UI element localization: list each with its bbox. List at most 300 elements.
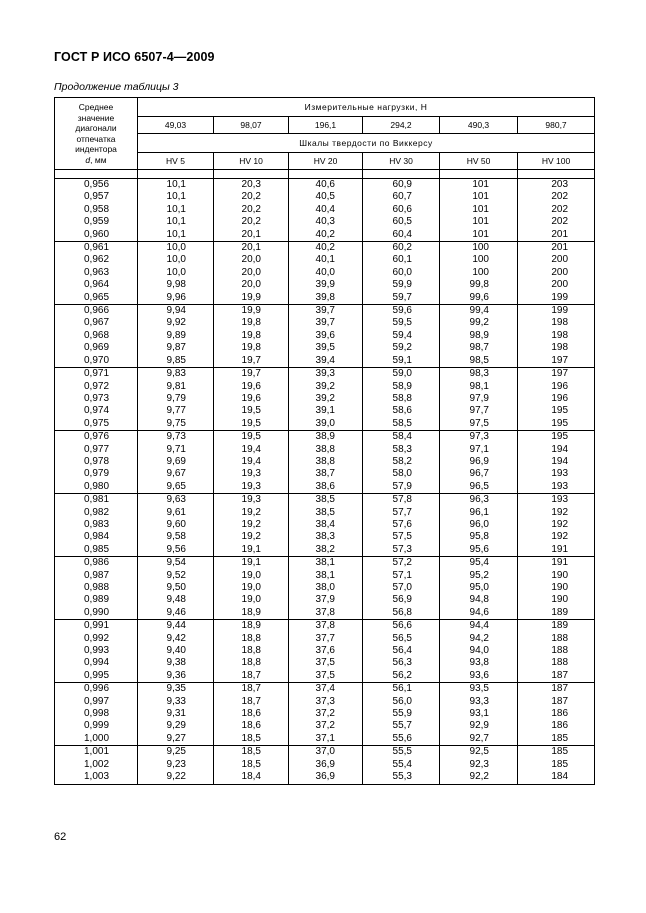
table-value: 10,1 bbox=[166, 228, 186, 240]
table-value: 9,92 bbox=[166, 317, 186, 329]
hv20-cell bbox=[289, 179, 363, 242]
table-value: 9,77 bbox=[166, 405, 186, 417]
hv30-cell bbox=[363, 683, 440, 746]
table-value: 101 bbox=[472, 203, 489, 215]
table-value: 19,2 bbox=[241, 531, 261, 543]
table-value: 37,7 bbox=[315, 632, 335, 644]
hv20-cell bbox=[289, 305, 363, 368]
table-value: 0,956 bbox=[84, 179, 110, 190]
table-value: 99,8 bbox=[469, 279, 489, 291]
table-value: 9,31 bbox=[166, 708, 186, 720]
table-value: 9,61 bbox=[166, 506, 186, 518]
table-value: 19,8 bbox=[241, 329, 261, 341]
table-value: 56,3 bbox=[392, 657, 412, 669]
table-value: 185 bbox=[551, 732, 569, 744]
scale-header-cell: HV 10 bbox=[214, 153, 289, 170]
table-value: 95,4 bbox=[469, 557, 489, 569]
table-value: 9,58 bbox=[166, 531, 186, 543]
table-value: 190 bbox=[551, 582, 569, 593]
table-value: 0,959 bbox=[84, 216, 110, 228]
table-value: 38,4 bbox=[315, 518, 335, 530]
table-value: 0,984 bbox=[84, 531, 110, 543]
table-value: 19,2 bbox=[241, 518, 261, 530]
table-value: 60,7 bbox=[392, 191, 412, 203]
table-value: 58,2 bbox=[392, 455, 412, 467]
table-value: 60,5 bbox=[392, 216, 412, 228]
table-value: 196 bbox=[551, 392, 569, 404]
table-value: 56,4 bbox=[392, 645, 412, 657]
table-value: 37,0 bbox=[315, 746, 335, 758]
table-value: 95,0 bbox=[469, 582, 489, 593]
table-value: 40,2 bbox=[315, 228, 335, 240]
diagonal-cell bbox=[55, 368, 138, 431]
hv10-cell bbox=[214, 242, 289, 305]
table-value: 57,9 bbox=[392, 480, 412, 492]
table-value: 59,1 bbox=[392, 354, 412, 366]
table-value: 96,9 bbox=[469, 455, 489, 467]
table-value: 94,0 bbox=[469, 645, 489, 657]
table-row-group bbox=[55, 431, 595, 494]
table-value: 9,33 bbox=[166, 695, 186, 707]
table-value: 37,4 bbox=[315, 683, 335, 695]
table-value: 56,6 bbox=[392, 620, 412, 632]
hv10-cell bbox=[214, 620, 289, 683]
table-value: 98,3 bbox=[469, 368, 489, 380]
table-value: 38,1 bbox=[315, 569, 335, 581]
table-value: 201 bbox=[551, 242, 569, 254]
table-value: 95,6 bbox=[469, 543, 489, 555]
table-value: 58,0 bbox=[392, 468, 412, 480]
table-value: 40,6 bbox=[315, 179, 335, 190]
hv10-cell bbox=[214, 368, 289, 431]
table-value: 40,3 bbox=[315, 216, 335, 228]
table-value: 189 bbox=[551, 606, 569, 618]
table-value: 0,997 bbox=[84, 695, 110, 707]
diagonal-header-line: отпечатка bbox=[76, 133, 116, 144]
table-value: 18,6 bbox=[241, 720, 261, 732]
table-value: 0,961 bbox=[84, 242, 110, 254]
table-value: 187 bbox=[551, 683, 569, 695]
hv10-cell bbox=[214, 305, 289, 368]
diagonal-unit: , мм bbox=[90, 154, 107, 165]
hardness-table bbox=[54, 97, 595, 785]
table-value: 10,0 bbox=[166, 242, 186, 254]
hv50-cell bbox=[440, 305, 518, 368]
table-value: 10,1 bbox=[166, 203, 186, 215]
table-value: 56,5 bbox=[392, 632, 412, 644]
table-value: 97,9 bbox=[469, 392, 489, 404]
table-value: 20,2 bbox=[241, 216, 261, 228]
table-value: 0,983 bbox=[84, 518, 110, 530]
diagonal-cell bbox=[55, 620, 138, 683]
table-value: 192 bbox=[551, 531, 569, 543]
table-value: 39,8 bbox=[315, 291, 335, 303]
table-value: 9,38 bbox=[166, 657, 186, 669]
hv100-cell bbox=[518, 431, 595, 494]
table-value: 194 bbox=[551, 455, 569, 467]
table-value: 9,94 bbox=[166, 305, 186, 317]
table-value: 59,2 bbox=[392, 342, 412, 354]
table-value: 197 bbox=[551, 354, 569, 366]
table-value: 187 bbox=[551, 669, 569, 681]
table-value: 36,9 bbox=[315, 771, 335, 783]
table-value: 39,2 bbox=[315, 380, 335, 392]
table-value: 201 bbox=[551, 228, 569, 240]
hv100-cell bbox=[518, 494, 595, 557]
table-value: 19,9 bbox=[241, 291, 261, 303]
table-value: 0,960 bbox=[84, 228, 110, 240]
table-value: 98,5 bbox=[469, 354, 489, 366]
table-value: 38,0 bbox=[315, 582, 335, 593]
hv10-cell bbox=[214, 746, 289, 784]
table-value: 191 bbox=[551, 557, 569, 569]
table-value: 195 bbox=[551, 431, 569, 443]
hv30-cell bbox=[363, 368, 440, 431]
table-value: 0,987 bbox=[84, 569, 110, 581]
table-value: 40,2 bbox=[315, 242, 335, 254]
table-value: 202 bbox=[551, 191, 569, 203]
table-value: 39,2 bbox=[315, 392, 335, 404]
table-value: 9,65 bbox=[166, 480, 186, 492]
table-value: 101 bbox=[472, 179, 489, 190]
hv5-cell bbox=[138, 305, 214, 368]
table-value: 184 bbox=[551, 771, 569, 783]
table-value: 9,46 bbox=[166, 606, 186, 618]
table-value: 1,002 bbox=[84, 758, 110, 770]
table-value: 38,3 bbox=[315, 531, 335, 543]
table-value: 97,3 bbox=[469, 431, 489, 443]
table-value: 39,6 bbox=[315, 329, 335, 341]
table-value: 0,975 bbox=[84, 417, 110, 429]
hv5-cell bbox=[138, 746, 214, 784]
table-value: 9,56 bbox=[166, 543, 186, 555]
table-value: 60,6 bbox=[392, 203, 412, 215]
table-value: 38,6 bbox=[315, 480, 335, 492]
table-value: 100 bbox=[472, 266, 489, 278]
hv20-cell bbox=[289, 683, 363, 746]
table-value: 18,8 bbox=[241, 657, 261, 669]
table-value: 92,7 bbox=[469, 732, 489, 744]
hv20-cell bbox=[289, 368, 363, 431]
table-value: 9,44 bbox=[166, 620, 186, 632]
table-value: 9,48 bbox=[166, 594, 186, 606]
table-value: 203 bbox=[551, 179, 569, 190]
table-row-group bbox=[55, 683, 595, 746]
table-value: 57,5 bbox=[392, 531, 412, 543]
table-value: 195 bbox=[551, 417, 569, 429]
hv5-cell bbox=[138, 179, 214, 242]
table-value: 9,83 bbox=[166, 368, 186, 380]
table-value: 9,73 bbox=[166, 431, 186, 443]
hv5-cell bbox=[138, 368, 214, 431]
table-value: 9,67 bbox=[166, 468, 186, 480]
table-value: 0,999 bbox=[84, 720, 110, 732]
scales-header: Шкалы твердости по Виккерсу bbox=[138, 134, 595, 153]
table-value: 55,3 bbox=[392, 771, 412, 783]
table-value: 98,1 bbox=[469, 380, 489, 392]
hv20-cell bbox=[289, 431, 363, 494]
table-value: 0,998 bbox=[84, 708, 110, 720]
table-value: 18,5 bbox=[241, 746, 261, 758]
table-value: 9,60 bbox=[166, 518, 186, 530]
table-value: 19,6 bbox=[241, 380, 261, 392]
table-value: 185 bbox=[551, 758, 569, 770]
hv30-cell bbox=[363, 179, 440, 242]
table-value: 20,1 bbox=[241, 242, 261, 254]
table-value: 38,8 bbox=[315, 443, 335, 455]
table-value: 97,5 bbox=[469, 417, 489, 429]
table-value: 57,0 bbox=[392, 582, 412, 593]
table-value: 101 bbox=[472, 216, 489, 228]
table-value: 0,991 bbox=[84, 620, 110, 632]
table-value: 59,4 bbox=[392, 329, 412, 341]
table-value: 37,2 bbox=[315, 720, 335, 732]
hv50-cell bbox=[440, 179, 518, 242]
table-value: 96,3 bbox=[469, 494, 489, 506]
table-value: 202 bbox=[551, 203, 569, 215]
table-value: 0,985 bbox=[84, 543, 110, 555]
table-value: 93,5 bbox=[469, 683, 489, 695]
table-value: 18,5 bbox=[241, 732, 261, 744]
table-value: 9,96 bbox=[166, 291, 186, 303]
table-value: 197 bbox=[551, 368, 569, 380]
table-value: 0,994 bbox=[84, 657, 110, 669]
hv100-cell bbox=[518, 620, 595, 683]
table-row-group bbox=[55, 746, 595, 784]
table-value: 93,1 bbox=[469, 708, 489, 720]
table-value: 9,87 bbox=[166, 342, 186, 354]
table-value: 0,986 bbox=[84, 557, 110, 569]
table-value: 18,7 bbox=[241, 669, 261, 681]
table-value: 0,962 bbox=[84, 254, 110, 266]
hv100-cell bbox=[518, 683, 595, 746]
load-header-cell: 980,7 bbox=[518, 117, 595, 134]
table-value: 195 bbox=[551, 405, 569, 417]
table-value: 101 bbox=[472, 191, 489, 203]
table-value: 0,976 bbox=[84, 431, 110, 443]
table-value: 97,7 bbox=[469, 405, 489, 417]
table-value: 194 bbox=[551, 443, 569, 455]
table-value: 37,8 bbox=[315, 606, 335, 618]
table-value: 9,29 bbox=[166, 720, 186, 732]
table-value: 93,3 bbox=[469, 695, 489, 707]
table-value: 57,6 bbox=[392, 518, 412, 530]
load-header-cell: 98,07 bbox=[214, 117, 289, 134]
table-value: 190 bbox=[551, 594, 569, 606]
table-value: 0,972 bbox=[84, 380, 110, 392]
table-value: 0,970 bbox=[84, 354, 110, 366]
table-value: 191 bbox=[551, 543, 569, 555]
table-value: 100 bbox=[472, 254, 489, 266]
table-value: 92,9 bbox=[469, 720, 489, 732]
table-value: 98,9 bbox=[469, 329, 489, 341]
table-value: 1,000 bbox=[84, 732, 110, 744]
hv10-cell bbox=[214, 557, 289, 620]
loads-header: Измерительные нагрузки, Н bbox=[138, 98, 595, 117]
table-value: 57,7 bbox=[392, 506, 412, 518]
table-value: 19,8 bbox=[241, 342, 261, 354]
table-value: 19,3 bbox=[241, 480, 261, 492]
table-value: 92,5 bbox=[469, 746, 489, 758]
table-value: 19,0 bbox=[241, 569, 261, 581]
diagonal-cell bbox=[55, 305, 138, 368]
table-body bbox=[55, 170, 595, 785]
hv5-cell bbox=[138, 557, 214, 620]
table-value: 0,974 bbox=[84, 405, 110, 417]
load-header-cell: 490,3 bbox=[440, 117, 518, 134]
diagonal-header-unit bbox=[55, 155, 137, 166]
table-value: 19,7 bbox=[241, 368, 261, 380]
table-value: 39,3 bbox=[315, 368, 335, 380]
table-row-group bbox=[55, 494, 595, 557]
table-value: 39,5 bbox=[315, 342, 335, 354]
diagonal-cell bbox=[55, 746, 138, 784]
diagonal-cell bbox=[55, 179, 138, 242]
table-value: 19,4 bbox=[241, 443, 261, 455]
table-value: 58,4 bbox=[392, 431, 412, 443]
table-value: 193 bbox=[551, 480, 569, 492]
table-value: 20,2 bbox=[241, 203, 261, 215]
table-value: 99,2 bbox=[469, 317, 489, 329]
hv30-cell bbox=[363, 746, 440, 784]
table-value: 58,3 bbox=[392, 443, 412, 455]
table-value: 37,5 bbox=[315, 657, 335, 669]
table-value: 59,5 bbox=[392, 317, 412, 329]
table-value: 10,1 bbox=[166, 179, 186, 190]
table-row-group bbox=[55, 368, 595, 431]
table-value: 9,35 bbox=[166, 683, 186, 695]
diagonal-header-line: диагонали bbox=[75, 123, 117, 133]
table-value: 199 bbox=[551, 305, 569, 317]
table-value: 59,9 bbox=[392, 279, 412, 291]
table-value: 19,8 bbox=[241, 317, 261, 329]
table-value: 0,964 bbox=[84, 279, 110, 291]
table-value: 9,25 bbox=[166, 746, 186, 758]
table-value: 60,9 bbox=[392, 179, 412, 190]
table-row-group bbox=[55, 179, 595, 242]
table-value: 55,7 bbox=[392, 720, 412, 732]
hv5-cell bbox=[138, 494, 214, 557]
table-value: 188 bbox=[551, 657, 569, 669]
hv100-cell bbox=[518, 179, 595, 242]
table-value: 18,8 bbox=[241, 645, 261, 657]
table-value: 1,001 bbox=[84, 746, 110, 758]
hv5-cell bbox=[138, 683, 214, 746]
table-value: 0,966 bbox=[84, 305, 110, 317]
table-value: 10,0 bbox=[166, 254, 186, 266]
diagonal-column-header bbox=[55, 98, 138, 170]
table-value: 55,6 bbox=[392, 732, 412, 744]
table-value: 18,6 bbox=[241, 708, 261, 720]
table-value: 9,36 bbox=[166, 669, 186, 681]
table-value: 0,963 bbox=[84, 266, 110, 278]
table-value: 56,9 bbox=[392, 594, 412, 606]
table-value: 98,7 bbox=[469, 342, 489, 354]
table-value: 56,8 bbox=[392, 606, 412, 618]
scale-header-cell: HV 100 bbox=[518, 153, 595, 170]
hv10-cell bbox=[214, 683, 289, 746]
table-row-group bbox=[55, 242, 595, 305]
table-value: 59,0 bbox=[392, 368, 412, 380]
table-value: 19,5 bbox=[241, 405, 261, 417]
table-value: 60,4 bbox=[392, 228, 412, 240]
table-row-group bbox=[55, 305, 595, 368]
hv50-cell bbox=[440, 431, 518, 494]
hv20-cell bbox=[289, 494, 363, 557]
table-value: 0,958 bbox=[84, 203, 110, 215]
table-row-group bbox=[55, 620, 595, 683]
table-value: 56,0 bbox=[392, 695, 412, 707]
table-value: 192 bbox=[551, 506, 569, 518]
table-value: 94,2 bbox=[469, 632, 489, 644]
table-value: 200 bbox=[551, 266, 569, 278]
table-value: 39,0 bbox=[315, 417, 335, 429]
table-value: 10,1 bbox=[166, 191, 186, 203]
table-value: 40,1 bbox=[315, 254, 335, 266]
table-value: 196 bbox=[551, 380, 569, 392]
table-value: 199 bbox=[551, 291, 569, 303]
table-value: 55,4 bbox=[392, 758, 412, 770]
table-value: 18,7 bbox=[241, 683, 261, 695]
table-value: 60,0 bbox=[392, 266, 412, 278]
table-value: 100 bbox=[472, 242, 489, 254]
table-value: 9,71 bbox=[166, 443, 186, 455]
table-value: 0,965 bbox=[84, 291, 110, 303]
table-value: 9,98 bbox=[166, 279, 186, 291]
table-value: 188 bbox=[551, 645, 569, 657]
table-value: 18,4 bbox=[241, 771, 261, 783]
table-value: 0,967 bbox=[84, 317, 110, 329]
diagonal-cell bbox=[55, 683, 138, 746]
table-value: 58,6 bbox=[392, 405, 412, 417]
hv100-cell bbox=[518, 305, 595, 368]
hv100-cell bbox=[518, 242, 595, 305]
hv5-cell bbox=[138, 620, 214, 683]
table-value: 60,2 bbox=[392, 242, 412, 254]
table-value: 92,3 bbox=[469, 758, 489, 770]
table-value: 18,8 bbox=[241, 632, 261, 644]
table-value: 38,5 bbox=[315, 494, 335, 506]
table-value: 96,1 bbox=[469, 506, 489, 518]
table-value: 9,50 bbox=[166, 582, 186, 593]
table-value: 19,5 bbox=[241, 417, 261, 429]
table-value: 96,7 bbox=[469, 468, 489, 480]
table-value: 0,981 bbox=[84, 494, 110, 506]
table-value: 0,996 bbox=[84, 683, 110, 695]
table-value: 19,4 bbox=[241, 455, 261, 467]
table-value: 20,0 bbox=[241, 254, 261, 266]
table-value: 40,5 bbox=[315, 191, 335, 203]
hv100-cell bbox=[518, 368, 595, 431]
table-value: 38,8 bbox=[315, 455, 335, 467]
table-value: 37,8 bbox=[315, 620, 335, 632]
table-value: 58,8 bbox=[392, 392, 412, 404]
table-value: 0,988 bbox=[84, 582, 110, 593]
table-value: 59,6 bbox=[392, 305, 412, 317]
table-value: 56,2 bbox=[392, 669, 412, 681]
table-value: 59,7 bbox=[392, 291, 412, 303]
table-value: 185 bbox=[551, 746, 569, 758]
table-value: 96,5 bbox=[469, 480, 489, 492]
table-value: 9,54 bbox=[166, 557, 186, 569]
diagonal-header-line: значение bbox=[77, 112, 115, 123]
table-value: 0,982 bbox=[84, 506, 110, 518]
table-value: 19,5 bbox=[241, 431, 261, 443]
table-value: 0,957 bbox=[84, 191, 110, 203]
table-value: 38,5 bbox=[315, 506, 335, 518]
table-value: 95,8 bbox=[469, 531, 489, 543]
table-value: 9,75 bbox=[166, 417, 186, 429]
